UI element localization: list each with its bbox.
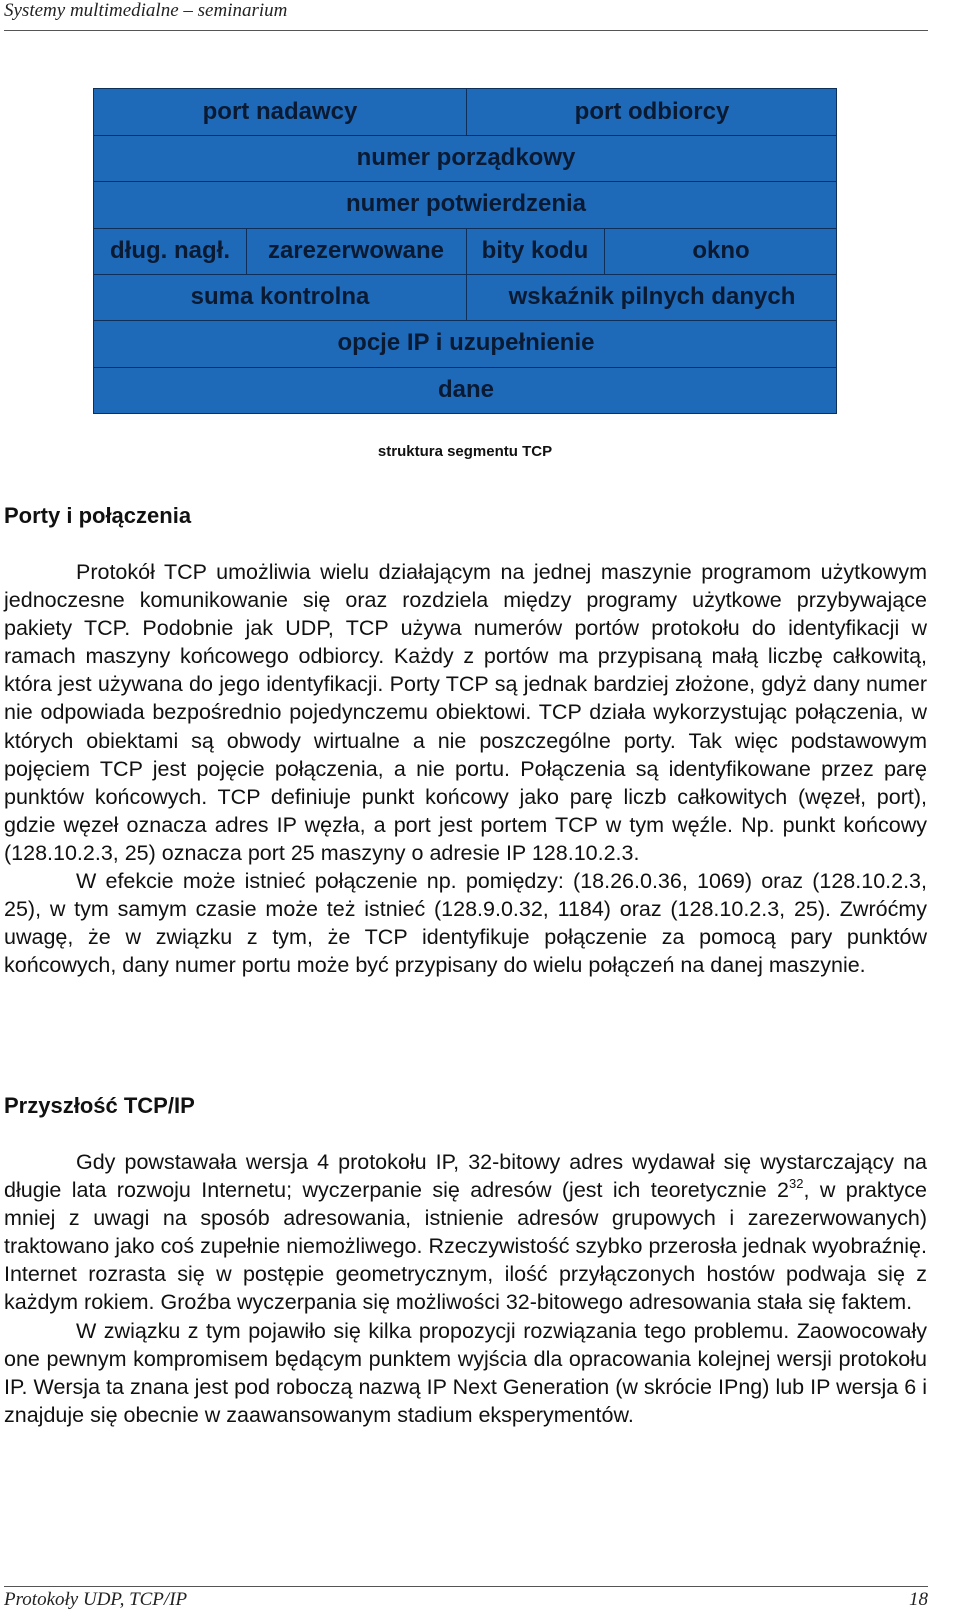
running-footer: [4, 1586, 928, 1615]
section-ports-body: [4, 558, 927, 979]
row-divider: [94, 228, 836, 229]
column-divider: [466, 274, 467, 320]
diagram-caption: struktura segmentu TCP: [377, 443, 553, 460]
exponent: 32: [789, 1176, 804, 1192]
paragraph-text: Gdy powstawała wersja 4 protokołu IP, 32-bitowy adres wydawał się wystarczający na długie lata rozwoju Internetu; wyczerpanie się adresów (jest ich teoretycznie 2: [4, 1150, 927, 1203]
page-number: 18: [909, 1589, 928, 1610]
section-title-future: Przyszłość TCP/IP: [4, 1093, 195, 1118]
row-divider: [94, 135, 836, 136]
tcp-segment-diagram: [93, 88, 837, 414]
field-sequence-number: numer porządkowy: [356, 144, 576, 171]
field-reserved: zarezerwowane: [267, 237, 445, 264]
section-title-ports: Porty i połączenia: [4, 503, 192, 528]
running-header: [4, 0, 928, 31]
paragraph: W efekcie może istnieć połączenie np. pomiędzy: (18.26.0.36, 1069) oraz (128.10.2.3, 25), w tym samym czasie może też istnieć (128.9.0.32, 1184) oraz (128.10.2.3, 25). Zwróćmy uwagę, że w związku z tym, że TCP identyfikuje połączenie za pomocą pary punktów końcowych, dany numer portu może być przypisany do wielu połączeń na danej maszynie.: [4, 869, 927, 978]
row-divider: [94, 367, 836, 368]
field-checksum: suma kontrolna: [190, 283, 370, 310]
paragraph: Protokół TCP umożliwia wielu działającym na jednej maszynie programom użytkowym jednoczesne komunikowanie się oraz rozdziela między programy użytkowe przybywające pakiety TCP. Podobnie jak UDP, TCP używa numerów portów protokołu do identyfikacji w ramach maszyny końcowego odbiorcy. Każdy z portów ma przypisaną małą liczbę całkowitą, która jest używana do jego identyfikacji. Porty TCP są jednak bardziej złożone, gdyż dany numer nie odpowiada bezpośrednio pojedynczemu obiektowi. TCP działa wykorzystując połączenia, w których obiektami są obwody wirtualne a nie poszczególne porty. Tak więc podstawowym pojęciem TCP jest pojęcie połączenia, a nie portu. Połączenia są identyfikowane przez parę punktów końcowych. TCP definiuje punkt końcowy jako parę liczb całkowitych (węzeł, port), gdzie węzeł oznacza adres IP węzła, a port jest portem TCP w tym węźle. Np. punkt końcowy (128.10.2.3, 25) oznacza port 25 maszyny o adresie IP 128.10.2.3.: [4, 560, 927, 865]
field-header-length: dług. nagł.: [110, 237, 230, 264]
footer-title: Protokoły UDP, TCP/IP: [4, 1589, 188, 1610]
field-source-port: port nadawcy: [202, 98, 358, 125]
row-divider: [94, 274, 836, 275]
field-window: okno: [692, 237, 750, 264]
row-divider: [94, 181, 836, 182]
field-options-padding: opcje IP i uzupełnienie: [337, 329, 595, 356]
paragraph: [4, 1148, 927, 1317]
paragraph: W związku z tym pojawiło się kilka propozycji rozwiązania tego problemu. Zaowocowały one pewnym kompromisem będącym punktem wyjścia dla opracowania kolejnej wersji protokołu IP. Wersja ta znana jest pod roboczą nazwą IP Next Generation (w skrócie IPng) lub IP wersja 6 i znajduje się obecnie w zaawansowanym stadium eksperymentów.: [4, 1318, 927, 1427]
field-urgent-pointer: wskaźnik pilnych danych: [508, 283, 796, 310]
row-divider: [94, 320, 836, 321]
column-divider: [246, 228, 247, 274]
field-data: dane: [437, 376, 494, 403]
paragraph-text: , w praktyce mniej z uwagi na sposób adresowania, istnienie adresów grupowych i zarezerwowanych) traktowano jako coś zupełnie niemożliwego. Rzeczywistość szybko przerosła jednak wyobraźnię. Internet rozrasta się w postępie geometrycznym, ilość przyłączonych hostów podwaja się z każdym rokiem. Groźba wyczerpania się możliwości 32-bitowego adresowania stała się faktem.: [4, 1178, 928, 1315]
column-divider: [466, 89, 467, 135]
field-ack-number: numer potwierdzenia: [345, 190, 587, 217]
column-divider: [466, 228, 467, 274]
field-destination-port: port odbiorcy: [574, 98, 730, 125]
section-future-body: [4, 1148, 927, 1429]
field-code-bits: bity kodu: [481, 237, 589, 264]
column-divider: [604, 228, 605, 274]
header-title: Systemy multimedialne – seminarium: [4, 0, 288, 21]
